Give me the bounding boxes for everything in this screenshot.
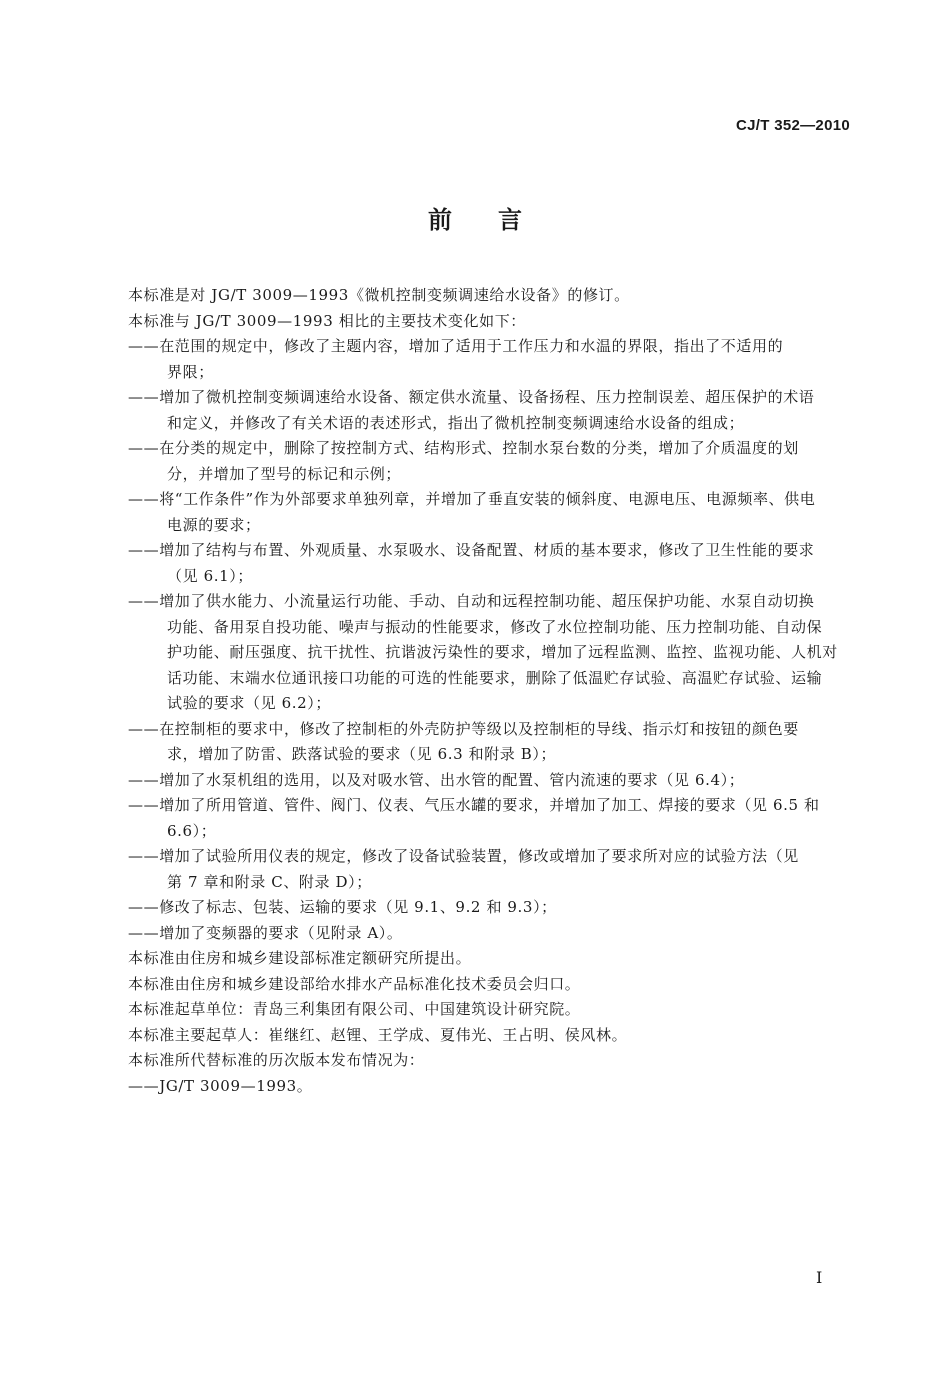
text-line: 6.6）；	[167, 821, 217, 840]
text-line: ——在控制柜的要求中，修改了控制柜的外壳防护等级以及控制柜的导线、指示灯和按钮的颜色要	[128, 719, 799, 738]
text-line: ——增加了试验所用仪表的规定，修改了设备试验装置，修改或增加了要求所对应的试验方法（见	[128, 847, 799, 865]
foreword-body	[128, 283, 853, 1099]
text-line: ——在分类的规定中，删除了按控制方式、结构形式、控制水泵台数的分类，增加了介质温度的划	[128, 439, 799, 457]
text-line: ——将“工作条件”作为外部要求单独列章，并增加了垂直安装的倾斜度、电源电压、电源频率、供电	[128, 490, 816, 508]
page-number: I	[816, 1268, 823, 1287]
text-line: 本标准主要起草人：崔继红、赵锂、王学成、夏伟光、王占明、侯风林。	[128, 1025, 628, 1044]
text-line: 本标准是对 JG/T 3009—1993《微机控制变频调速给水设备》的修订。	[128, 286, 630, 304]
text-line: ——增加了变频器的要求（见附录 A）。	[128, 923, 403, 942]
text-line: 分，并增加了型号的标记和示例；	[167, 464, 402, 483]
text-line: ——在范围的规定中，修改了主题内容，增加了适用于工作压力和水温的界限，指出了不适用的	[128, 337, 784, 355]
page-title: 前言	[428, 206, 568, 234]
text-line: ——JG/T 3009—1993。	[128, 1076, 313, 1095]
text-line: 本标准由住房和城乡建设部给水排水产品标准化技术委员会归口。	[128, 974, 581, 993]
text-line: 功能、备用泵自投功能、噪声与振动的性能要求，修改了水位控制功能、压力控制功能、自动保	[167, 617, 823, 636]
text-line: 本标准起草单位：青岛三利集团有限公司、中国建筑设计研究院。	[128, 1000, 581, 1018]
text-line: 本标准由住房和城乡建设部标准定额研究所提出。	[128, 949, 472, 967]
text-line: 话功能、末端水位通讯接口功能的可选的性能要求，删除了低温贮存试验、高温贮存试验、运输	[167, 668, 823, 687]
text-line: ——修改了标志、包装、运输的要求（见 9.1、9.2 和 9.3）；	[128, 898, 557, 916]
text-line: ——增加了水泵机组的选用，以及对吸水管、出水管的配置、管内流速的要求（见 6.4）；	[128, 770, 745, 789]
text-line: （见 6.1）；	[167, 566, 253, 585]
text-line: 求，增加了防雷、跌落试验的要求（见 6.3 和附录 B）；	[167, 745, 557, 763]
text-line: 本标准与 JG/T 3009—1993 相比的主要技术变化如下：	[128, 311, 526, 330]
text-line: 电源的要求；	[167, 515, 261, 534]
text-line: ——增加了结构与布置、外观质量、水泵吸水、设备配置、材质的基本要求，修改了卫生性能的要求	[128, 541, 815, 559]
text-line: ——增加了供水能力、小流量运行功能、手动、自动和远程控制功能、超压保护功能、水泵自动切换	[128, 592, 815, 610]
standard-number: CJ/T 352—2010	[736, 117, 850, 134]
text-line: 和定义，并修改了有关术语的表述形式，指出了微机控制变频调速给水设备的组成；	[167, 413, 745, 432]
text-line: 本标准所代替标准的历次版本发布情况为：	[128, 1051, 425, 1069]
text-line: 界限；	[167, 362, 214, 381]
text-line: 护功能、耐压强度、抗干扰性、抗谐波污染性的要求，增加了远程监测、监控、监视功能、人机对	[167, 643, 838, 661]
text-line: ——增加了所用管道、管件、阀门、仪表、气压水罐的要求，并增加了加工、焊接的要求（见 6.5 和	[128, 796, 820, 814]
text-line: ——增加了微机控制变频调速给水设备、额定供水流量、设备扬程、压力控制误差、超压保护的术语	[128, 388, 815, 406]
text-line: 第 7 章和附录 C、附录 D）；	[167, 872, 372, 891]
text-line: 试验的要求（见 6.2）；	[167, 694, 331, 712]
